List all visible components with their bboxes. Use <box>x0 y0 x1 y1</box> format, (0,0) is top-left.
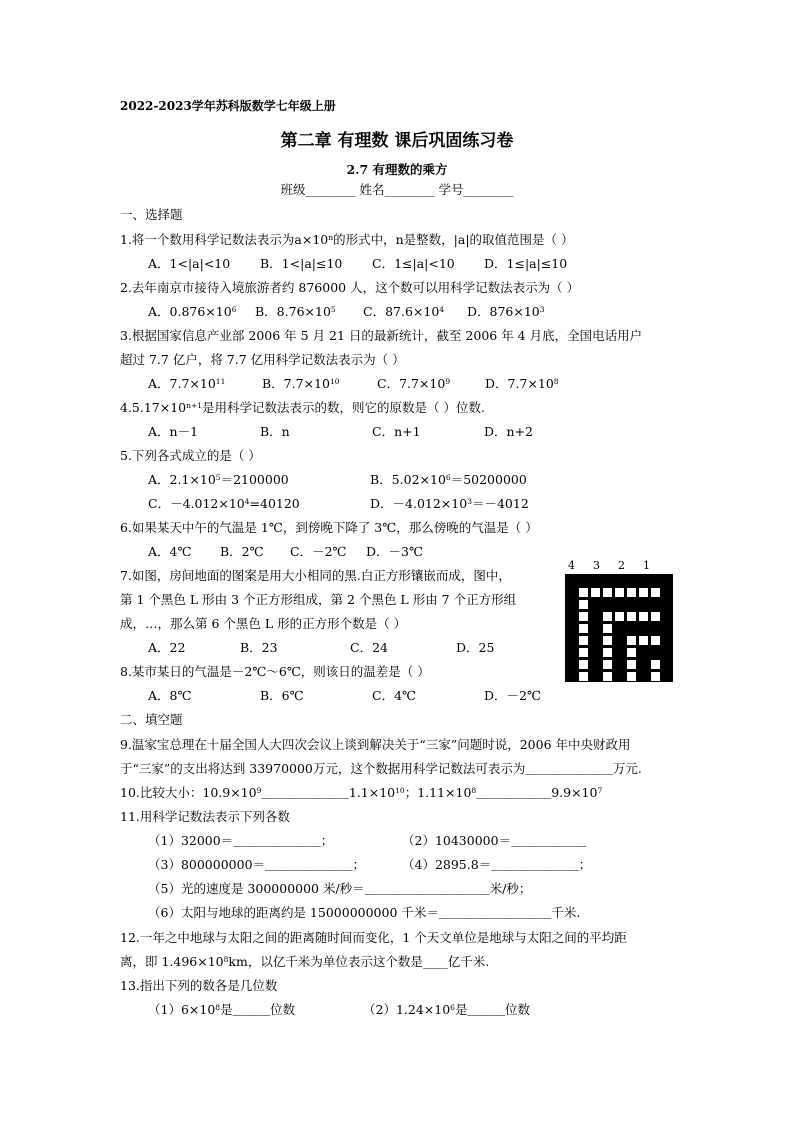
q1-exponent: n <box>328 233 334 242</box>
pattern-white-square <box>579 612 588 621</box>
question-1 <box>120 232 574 248</box>
pattern-white-square <box>603 612 612 621</box>
question-7-line-2: 第 1 个黑色 L 形由 3 个正方形组成，第 2 个黑色 L 形由 7 个正方形组 <box>120 592 517 607</box>
pattern-white-square <box>651 636 660 645</box>
q6-option-d[interactable]: D．－3℃ <box>366 544 423 559</box>
q8-options <box>148 688 541 704</box>
q3-option-d[interactable]: D．$7.7\times 10^8$ <box>485 376 559 391</box>
q13-items <box>148 1002 530 1018</box>
pattern-white-square <box>603 672 612 681</box>
q5-option-d[interactable]: D．$-4.012\times 10^3=-4012$ <box>370 496 529 511</box>
question-6: 6.如果某天中午的气温是 1℃，到傍晚下降了 3℃，那么傍晚的气温是（ ） <box>120 520 538 535</box>
pattern-white-square <box>603 648 612 657</box>
figure-label-2: 2 <box>618 559 625 572</box>
question-12-line-1: 12.一年之中地球与太阳之间的距离随时间而变化，1 个天文单位是地球与太阳之间的平均距 <box>120 930 627 945</box>
pattern-white-square <box>603 660 612 669</box>
question-8: 8.某市某日的气温是－2℃～6℃，则该日的温差是（ ） <box>120 664 430 679</box>
q4-options <box>148 424 533 440</box>
section-title: 2.7 有理数的乘方 <box>346 162 448 177</box>
question-12-line-2: 离，即 $1.496\times 10^8km$，以亿千米为单位表示这个数是____亿千米. <box>120 954 490 969</box>
q11-item-5: （5）光的速度是 300000000 米/秒＝＿＿＿＿＿＿＿＿＿＿米/秒； <box>148 881 532 896</box>
q8-option-b[interactable]: B．6℃ <box>260 688 304 703</box>
pattern-white-square <box>603 636 612 645</box>
figure-label-4: 4 <box>568 559 575 572</box>
q11-item-2: （2）10430000＝＿＿＿＿＿＿ <box>402 833 587 848</box>
q3-option-a[interactable]: A．$7.7\times 10^{11}$ <box>148 376 226 391</box>
q4-option-c[interactable]: C．n+1 <box>372 424 421 439</box>
q4-option-a[interactable]: A．n－1 <box>148 424 199 439</box>
figure-label-3: 3 <box>593 559 600 572</box>
q2-options <box>148 304 545 320</box>
pattern-white-square <box>591 588 600 597</box>
q3-options <box>148 376 559 392</box>
q2-option-b[interactable]: B．$8.76\times 10^5$ <box>255 304 336 319</box>
q2-option-a[interactable]: A．$0.876\times 10^6$ <box>148 304 237 319</box>
q7-option-b[interactable]: B．23 <box>240 640 278 655</box>
l-shape-pattern-figure <box>565 574 673 682</box>
pattern-white-square <box>579 636 588 645</box>
pattern-white-square <box>639 588 648 597</box>
question-7-line-3: 成，…，那么第 6 个黑色 L 形的正方形个数是（ ） <box>120 616 407 631</box>
question-13: 13.指出下列的数各是几位数 <box>120 978 278 993</box>
q3-option-b[interactable]: B．$7.7\times 10^{10}$ <box>262 376 340 391</box>
q1-option-d[interactable]: D．1≤|a|≤10 <box>484 256 568 271</box>
pattern-white-square <box>651 588 660 597</box>
q2-option-d[interactable]: D．$876\times 10^3$ <box>467 304 545 319</box>
q11-item-3: （3）800000000＝＿＿＿＿＿＿＿； <box>148 857 366 872</box>
q11-item-4: （4）2895.8＝＿＿＿＿＿＿＿； <box>402 857 592 872</box>
pattern-white-square <box>579 660 588 669</box>
q5-option-b[interactable]: B．$5.02\times 10^6=50200000$ <box>370 472 527 487</box>
page-title: 第二章 有理数 课后巩固练习卷 <box>280 131 514 151</box>
section-heading-fill: 二、填空题 <box>120 712 183 727</box>
q6-option-a[interactable]: A．4℃ <box>148 544 192 559</box>
series-title: 2022-2023学年苏科版数学七年级上册 <box>120 99 336 113</box>
q11-row-1 <box>148 833 586 849</box>
pattern-white-square <box>627 672 636 681</box>
q1-stem-tail: 的形式中，n是整数，|a|的取值范围是（ ） <box>333 232 574 247</box>
question-11: 11.用科学记数法表示下列各数 <box>120 809 290 824</box>
q11-row-2 <box>148 857 591 873</box>
question-9-line-1: 9.温家宝总理在十届全国人大四次会议上谈到解决关于“三家”问题时说，2006 年中央财政用 <box>120 737 631 752</box>
q13-item-2: $(2)1.24\times 10^6$是＿＿＿位数 <box>363 1002 530 1017</box>
question-2: 2.去年南京市接待入境旅游者约 876000 人，这个数可以用科学记数法表示为（ ） <box>120 280 580 295</box>
q1-option-c[interactable]: C．1≤|a|<10 <box>372 256 455 271</box>
q1-option-b[interactable]: B．1<|a|≤10 <box>260 256 343 271</box>
question-4 <box>120 400 485 416</box>
q6-options <box>148 544 423 560</box>
pattern-white-square <box>651 660 660 669</box>
figure-label-1: 1 <box>643 559 650 572</box>
q5-option-c[interactable]: C．$-4.012\times 10^4=40120$ <box>148 496 300 511</box>
student-info-fields: 班级________ 姓名________ 学号________ <box>280 182 514 197</box>
q5-options-row-2 <box>148 496 529 512</box>
pattern-white-square <box>579 588 588 597</box>
q1-option-a[interactable]: A．1<|a|<10 <box>148 256 231 271</box>
q7-option-d[interactable]: D．25 <box>456 640 495 655</box>
q7-options <box>148 640 494 656</box>
pattern-white-square <box>627 612 636 621</box>
q6-option-c[interactable]: C．－2℃ <box>290 544 347 559</box>
pattern-white-square <box>627 588 636 597</box>
q11-item-1: （1）32000＝＿＿＿＿＿＿＿； <box>148 833 334 848</box>
pattern-white-square <box>651 612 660 621</box>
pattern-white-square <box>651 672 660 681</box>
pattern-white-square <box>579 648 588 657</box>
q7-option-c[interactable]: C．24 <box>350 640 388 655</box>
pattern-white-square <box>627 660 636 669</box>
q5-options-row-1 <box>148 472 527 488</box>
q13-item-1: $(1)6\times 10^8$是＿＿＿位数 <box>148 1002 296 1017</box>
question-7-line-1: 7.如图，房间地面的图案是用大小相同的黑.白正方形镶嵌而成，图中， <box>120 568 511 583</box>
question-5: 5.下列各式成立的是（ ） <box>120 448 261 463</box>
q8-option-c[interactable]: C．4℃ <box>372 688 417 703</box>
q1-stem: 1.将一个数用科学记数法表示为a×10 <box>120 232 329 247</box>
pattern-white-square <box>639 612 648 621</box>
pattern-white-square <box>627 648 636 657</box>
pattern-white-square <box>579 672 588 681</box>
q1-options <box>148 256 567 272</box>
question-9-line-2: 于“三家”的支出将达到 33970000万元，这个数据用科学记数法可表示为＿＿＿＿＿＿＿万元. <box>120 761 642 776</box>
pattern-white-square <box>615 612 624 621</box>
q11-item-6: （6）太阳与地球的距离约是 15000000000 千米＝＿＿＿＿＿＿＿＿＿千米. <box>148 905 581 920</box>
q8-option-d[interactable]: D．－2℃ <box>484 688 541 703</box>
q4-option-b[interactable]: B．n <box>260 424 290 439</box>
q2-option-c[interactable]: C．$87.6\times 10^4$ <box>363 304 445 319</box>
section-heading-choice: 一、选择题 <box>120 207 183 222</box>
question-10: 10.比较大小：$10.9\times 10^9\_\_\_\_\_\_\_1.1\times 10^{10}$；$1.11\times 10^8\_\_\_\_\_\_9.9\times 10^7$ <box>120 785 603 800</box>
q4-stem-tail: 是用科学记数法表示的数，则它的原数是（ ）位数. <box>202 400 485 415</box>
q7-option-a[interactable]: A．22 <box>148 640 186 655</box>
pattern-white-square <box>603 624 612 633</box>
pattern-white-square <box>627 636 636 645</box>
pattern-white-square <box>579 600 588 609</box>
q5-option-a[interactable]: A．$2.1\times 10^5=2100000$ <box>148 472 289 487</box>
pattern-white-square <box>579 624 588 633</box>
q6-option-b[interactable]: B．2℃ <box>220 544 264 559</box>
pattern-white-square <box>603 588 612 597</box>
question-3-line-1: 3.根据国家信息产业部 2006 年 5 月 21 日的最新统计，截至 2006 年 4 月底，全国电话用户 <box>120 328 643 343</box>
q8-option-a[interactable]: A．8℃ <box>148 688 192 703</box>
q4-exponent: n+1 <box>186 401 203 410</box>
pattern-white-square <box>639 636 648 645</box>
question-3-line-2: 超过 7.7 亿户，将 7.7 亿用科学记数法表示为（ ） <box>120 352 405 367</box>
q3-option-c[interactable]: C．$7.7\times 10^9$ <box>377 376 451 391</box>
q4-stem: 4.5.17×10 <box>120 400 187 415</box>
pattern-white-square <box>615 588 624 597</box>
q4-option-d[interactable]: D．n+2 <box>484 424 533 439</box>
